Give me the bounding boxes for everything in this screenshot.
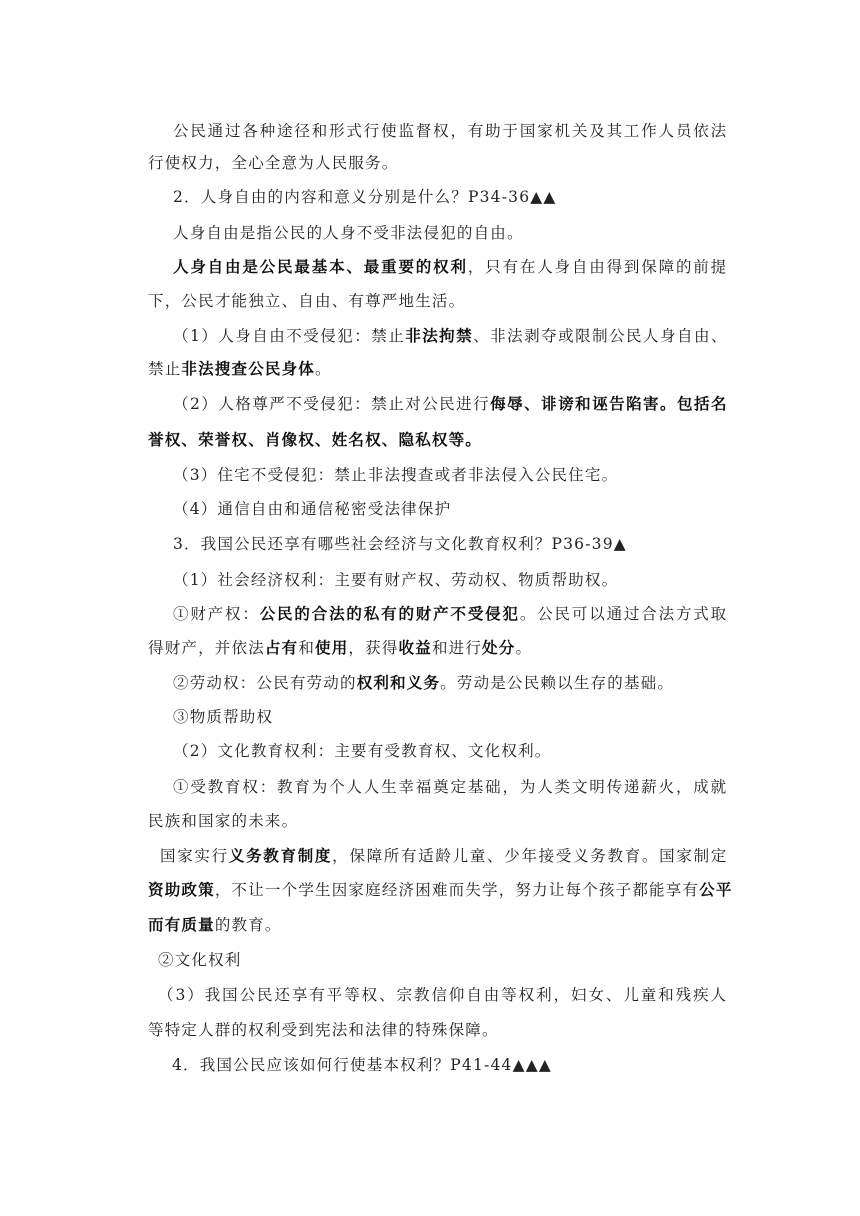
text-run: 下，公民才能独立、自由、有尊严地生活。 <box>148 292 466 310</box>
text-line <box>173 465 618 485</box>
emphasis-text: 收益 <box>398 639 432 657</box>
text-run: 。 <box>515 639 533 657</box>
text-line <box>148 153 399 173</box>
text-run: 和 <box>298 639 316 657</box>
text-line <box>173 741 551 761</box>
text-line <box>160 846 728 866</box>
text-line <box>173 257 728 277</box>
text-run: ②文化权利 <box>158 951 242 969</box>
text-run: 。公民可以通过合法方式取 <box>519 605 728 623</box>
text-run: 和进行 <box>431 639 483 657</box>
emphasis-text: 义务教育制度 <box>228 847 333 865</box>
text-line <box>173 394 728 414</box>
text-run: ③物质帮助权 <box>173 708 274 726</box>
text-run: （1）人身自由不受侵犯：禁止 <box>173 327 406 345</box>
text-line <box>148 430 482 450</box>
text-line <box>173 121 728 141</box>
text-line <box>173 223 524 243</box>
text-run: （3）我国公民还享有平等权、宗教信仰自由等权利，妇女、儿童和残疾人 <box>158 986 728 1004</box>
text-line <box>173 777 728 797</box>
text-run: ，保障所有适龄儿童、少年接受义务教育。国家制定 <box>332 847 729 865</box>
text-run: 。劳动是公民赖以生存的基础。 <box>440 674 675 692</box>
text-run: ，不让一个学生因家庭经济困难而失学，努力让每个孩子都能享有 <box>214 881 700 899</box>
text-run: ②劳动权：公民有劳动的 <box>173 674 357 692</box>
text-run: ①财产权： <box>173 605 260 623</box>
emphasis-text: 使用 <box>315 639 349 657</box>
emphasis-text: 非法搜查公民身体 <box>181 360 316 378</box>
text-run: 民族和国家的未来。 <box>148 812 299 830</box>
text-line <box>172 1055 552 1075</box>
text-run: （2）文化教育权利：主要有受教育权、文化权利。 <box>173 742 552 760</box>
text-line <box>173 326 728 346</box>
text-line <box>148 291 465 311</box>
text-run: 等特定人群的权利受到宪法和法律的特殊保障。 <box>148 1021 499 1039</box>
emphasis-text: 非法拘禁 <box>405 327 474 345</box>
emphasis-text: 处分 <box>482 639 516 657</box>
text-line <box>173 570 618 590</box>
text-line <box>173 187 557 207</box>
text-run: 、非法剥夺或限制公民人身自由、 <box>473 327 728 345</box>
text-run: 4．我国公民应该如何行使基本权利？P41-44▲▲▲ <box>172 1056 552 1074</box>
text-line <box>173 673 674 693</box>
text-line <box>148 1020 499 1040</box>
emphasis-text: 而有质量 <box>148 916 215 934</box>
text-run: 公民通过各种途径和形式行使监督权，有助于国家机关及其工作人员依法 <box>173 122 728 140</box>
text-run: （3）住宅不受侵犯：禁止非法搜查或者非法侵入公民住宅。 <box>173 466 619 484</box>
text-line <box>148 359 332 379</box>
text-run: 禁止 <box>148 360 182 378</box>
emphasis-text: 侮辱、诽谤和诬告陷害。包括名 <box>490 395 728 413</box>
text-line <box>148 638 532 658</box>
text-run: 2．人身自由的内容和意义分别是什么？P34-36▲▲ <box>173 188 557 206</box>
text-run: 3．我国公民还享有哪些社会经济与文化教育权利？P36-39▲ <box>173 535 627 553</box>
text-line <box>158 950 242 970</box>
emphasis-text: 占有 <box>264 639 299 657</box>
text-run: 国家实行 <box>160 847 229 865</box>
text-run: （2）人格尊严不受侵犯：禁止对公民进行 <box>173 395 491 413</box>
text-run: 的教育。 <box>214 916 282 934</box>
text-line <box>173 604 728 624</box>
text-line <box>173 707 273 727</box>
emphasis-text: 公平 <box>699 881 733 899</box>
text-run: （4）通信自由和通信秘密受法律保护 <box>173 500 452 518</box>
text-line <box>148 915 282 935</box>
emphasis-text: 资助政策 <box>148 881 215 899</box>
text-line <box>158 985 728 1005</box>
text-run: ①受教育权：教育为个人人生幸福奠定基础，为人类文明传递薪火，成就 <box>173 778 728 796</box>
text-line <box>173 534 627 554</box>
text-line <box>148 811 298 831</box>
text-run: 得财产，并依法 <box>148 639 265 657</box>
emphasis-text: 人身自由是公民最基本、最重要的权利 <box>173 258 468 276</box>
emphasis-text: 公民的合法的私有的财产不受侵犯 <box>259 605 520 623</box>
text-run: ，只有在人身自由得到保障的前提 <box>467 258 728 276</box>
text-run: 人身自由是指公民的人身不受非法侵犯的自由。 <box>173 224 524 242</box>
emphasis-text: 权利和义务 <box>356 674 441 692</box>
emphasis-text: 誉权、荣誉权、肖像权、姓名权、隐私权等。 <box>148 431 483 449</box>
text-run: 行使权力，全心全意为人民服务。 <box>148 154 399 172</box>
text-line <box>148 880 733 900</box>
text-run: 。 <box>315 360 332 378</box>
text-line <box>173 499 451 519</box>
text-run: （1）社会经济权利：主要有财产权、劳动权、物质帮助权。 <box>173 571 619 589</box>
text-run: ，获得 <box>348 639 399 657</box>
